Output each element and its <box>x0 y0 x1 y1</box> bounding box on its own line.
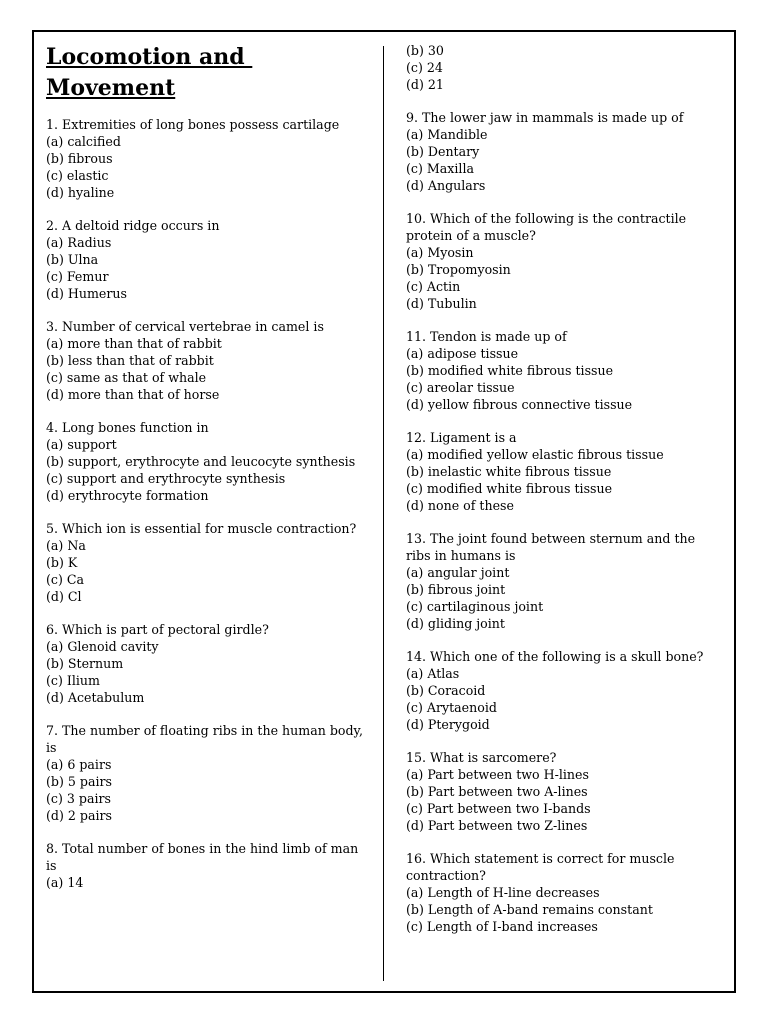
option-d: (d) Pterygoid <box>406 717 490 732</box>
question-stem: 13. The joint found between sternum and the ribs in humans is <box>406 531 696 563</box>
title-line-2: Movement <box>46 75 176 101</box>
option-d: (d) gliding joint <box>406 616 505 631</box>
question-3 <box>46 318 366 403</box>
question-stem: 16. Which statement is correct for muscle contraction? <box>406 851 675 883</box>
question-stem: 15. What is sarcomere? <box>406 750 557 765</box>
option-a: (a) modified yellow elastic fibrous tissue <box>406 447 664 462</box>
option-c: (c) areolar tissue <box>406 380 515 395</box>
option-d: (d) hyaline <box>46 185 115 200</box>
option-a: (a) Glenoid cavity <box>46 639 159 654</box>
option-d: (d) erythrocyte formation <box>46 488 209 503</box>
question-stem: 6. Which is part of pectoral girdle? <box>46 622 269 637</box>
option-d: (d) Part between two Z-lines <box>406 818 588 833</box>
question-stem: 2. A deltoid ridge occurs in <box>46 218 220 233</box>
option-c: (c) 3 pairs <box>46 791 111 806</box>
option-b: (b) modified white fibrous tissue <box>406 363 614 378</box>
option-b: (b) Coracoid <box>406 683 486 698</box>
option-a: (a) 14 <box>46 875 84 890</box>
question-16 <box>406 850 706 935</box>
option-b: (b) Ulna <box>46 252 99 267</box>
question-6 <box>46 621 366 706</box>
option-b: (b) Dentary <box>406 144 480 159</box>
option-b: (b) K <box>46 555 78 570</box>
option-a: (a) Radius <box>46 235 112 250</box>
question-stem: 12. Ligament is a <box>406 430 517 445</box>
option-b: (b) Sternum <box>46 656 124 671</box>
left-column <box>46 42 366 907</box>
title-line-1: Locomotion and <box>46 44 253 70</box>
option-b: (b) fibrous joint <box>406 582 506 597</box>
option-c: (c) Femur <box>46 269 109 284</box>
right-column <box>406 42 706 951</box>
question-stem: 14. Which one of the following is a skull bone? <box>406 649 704 664</box>
question-stem: 9. The lower jaw in mammals is made up of <box>406 110 684 125</box>
option-b: (b) Part between two A-lines <box>406 784 588 799</box>
option-b: (b) support, erythrocyte and leucocyte synthesis <box>46 454 356 469</box>
option-d: (d) none of these <box>406 498 514 513</box>
option-d: (d) 21 <box>406 77 444 92</box>
option-d: (d) Humerus <box>46 286 127 301</box>
question-8 <box>46 840 366 891</box>
option-a: (a) support <box>46 437 117 452</box>
option-a: (a) Mandible <box>406 127 488 142</box>
question-stem: 8. Total number of bones in the hind limb of man is <box>46 841 359 873</box>
option-c: (c) 24 <box>406 60 443 75</box>
question-4 <box>46 419 366 504</box>
page-title <box>46 42 366 104</box>
option-d: (d) Acetabulum <box>46 690 145 705</box>
option-a: (a) calcified <box>46 134 121 149</box>
option-b: (b) 30 <box>406 43 444 58</box>
question-10 <box>406 210 706 312</box>
option-c: (c) Ilium <box>46 673 100 688</box>
question-13 <box>406 530 706 632</box>
option-b: (b) fibrous <box>46 151 113 166</box>
option-d: (d) Tubulin <box>406 296 477 311</box>
question-stem: 3. Number of cervical vertebrae in camel is <box>46 319 324 334</box>
option-c: (c) modified white fibrous tissue <box>406 481 613 496</box>
option-d: (d) Angulars <box>406 178 486 193</box>
option-d: (d) Cl <box>46 589 82 604</box>
question-stem: 1. Extremities of long bones possess cartilage <box>46 117 340 132</box>
option-b: (b) inelastic white fibrous tissue <box>406 464 612 479</box>
option-c: (c) Actin <box>406 279 461 294</box>
option-a: (a) Part between two H-lines <box>406 767 589 782</box>
option-a: (a) adipose tissue <box>406 346 519 361</box>
question-14 <box>406 648 706 733</box>
option-b: (b) Length of A-band remains constant <box>406 902 653 917</box>
option-c: (c) Ca <box>46 572 85 587</box>
option-c: (c) Length of I-band increases <box>406 919 598 934</box>
option-b: (b) Tropomyosin <box>406 262 511 277</box>
question-8-continued <box>406 42 706 93</box>
question-2 <box>46 217 366 302</box>
option-c: (c) Maxilla <box>406 161 474 176</box>
question-stem: 7. The number of floating ribs in the human body, is <box>46 723 363 755</box>
question-15 <box>406 749 706 834</box>
option-c: (c) support and erythrocyte synthesis <box>46 471 286 486</box>
question-12 <box>406 429 706 514</box>
option-a: (a) 6 pairs <box>46 757 112 772</box>
question-7 <box>46 722 366 824</box>
question-stem: 10. Which of the following is the contractile protein of a muscle? <box>406 211 687 243</box>
option-a: (a) Myosin <box>406 245 474 260</box>
question-stem: 4. Long bones function in <box>46 420 209 435</box>
option-c: (c) elastic <box>46 168 109 183</box>
question-9 <box>406 109 706 194</box>
question-stem: 11. Tendon is made up of <box>406 329 567 344</box>
option-b: (b) less than that of rabbit <box>46 353 214 368</box>
option-c: (c) Arytaenoid <box>406 700 497 715</box>
option-a: (a) Atlas <box>406 666 460 681</box>
option-a: (a) Na <box>46 538 86 553</box>
option-d: (d) yellow fibrous connective tissue <box>406 397 633 412</box>
option-d: (d) 2 pairs <box>46 808 112 823</box>
option-c: (c) same as that of whale <box>46 370 207 385</box>
option-a: (a) more than that of rabbit <box>46 336 222 351</box>
question-stem: 5. Which ion is essential for muscle contraction? <box>46 521 357 536</box>
question-5 <box>46 520 366 605</box>
option-a: (a) angular joint <box>406 565 510 580</box>
option-a: (a) Length of H-line decreases <box>406 885 600 900</box>
option-b: (b) 5 pairs <box>46 774 112 789</box>
option-c: (c) cartilaginous joint <box>406 599 544 614</box>
option-d: (d) more than that of horse <box>46 387 220 402</box>
option-c: (c) Part between two I-bands <box>406 801 591 816</box>
question-1 <box>46 116 366 201</box>
question-11 <box>406 328 706 413</box>
column-divider <box>383 46 384 981</box>
